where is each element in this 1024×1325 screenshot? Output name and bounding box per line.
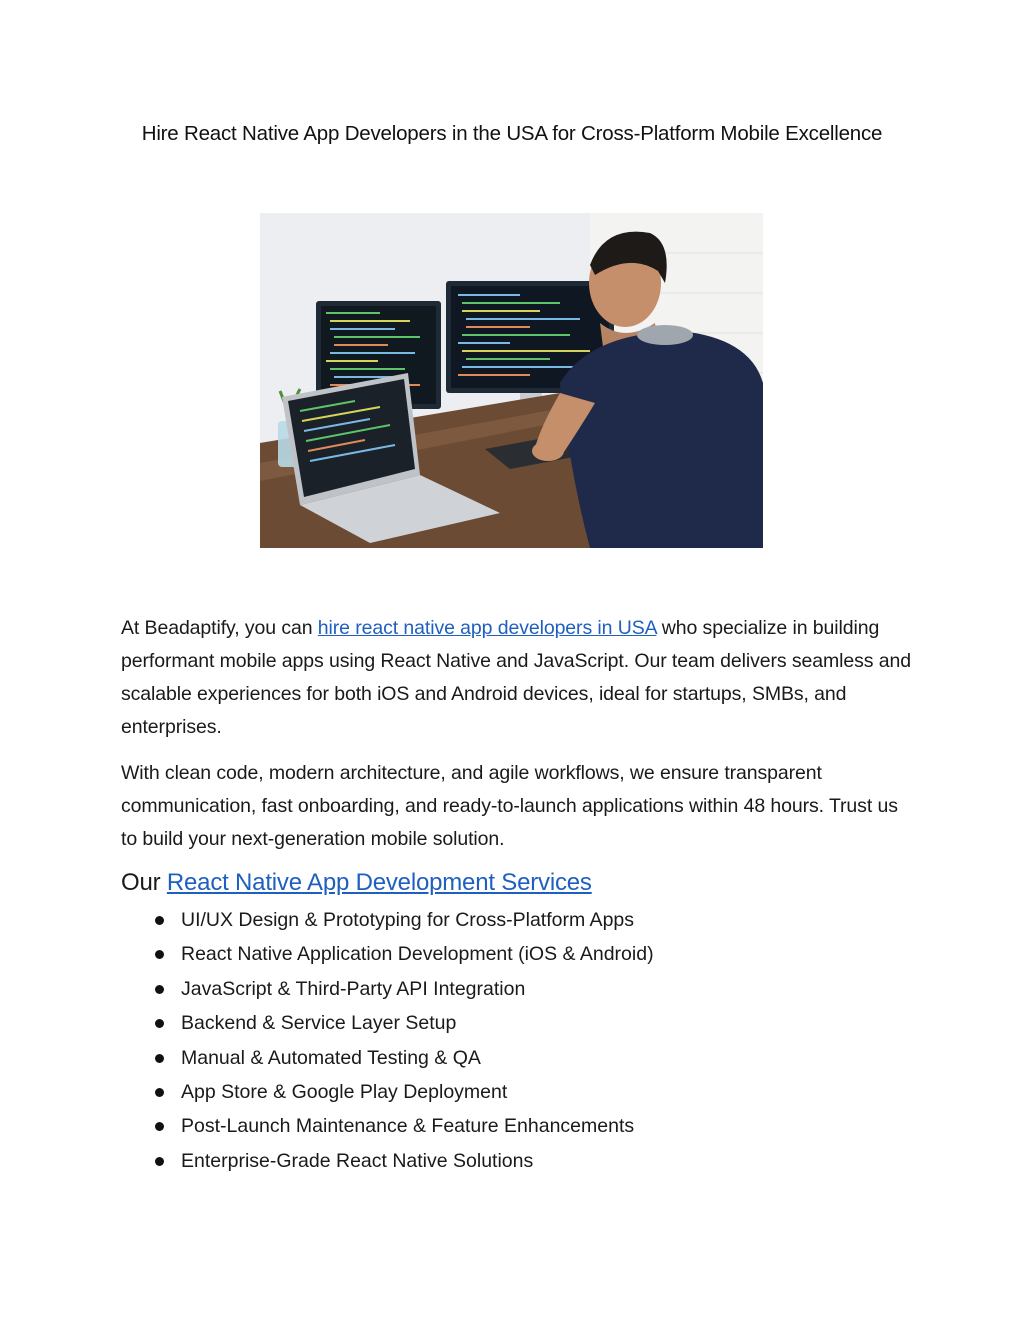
service-label: UI/UX Design & Prototyping for Cross-Platform Apps — [181, 909, 635, 931]
services-heading-prefix: Our — [121, 869, 167, 896]
list-item — [155, 903, 911, 937]
services-heading — [121, 869, 911, 897]
bullet-icon — [155, 1157, 164, 1166]
bullet-icon — [155, 1122, 164, 1131]
second-paragraph: With clean code, modern architecture, and agile workflows, we ensure transparent communication, fast onboarding, and ready-to-launch applications within 48 hours. Trust us to build your next-generation mobile solution. — [121, 762, 898, 850]
service-label: Post-Launch Maintenance & Feature Enhancements — [181, 1115, 635, 1138]
service-label: JavaScript & Third-Party API Integration — [181, 977, 526, 1000]
services-list — [121, 903, 911, 1178]
main-content — [121, 612, 911, 1178]
hire-developers-link[interactable]: hire react native app developers in USA — [317, 617, 657, 639]
bullet-icon — [155, 1019, 164, 1028]
developer-photo — [260, 213, 763, 548]
list-item — [155, 1144, 911, 1178]
service-label: Backend & Service Layer Setup — [181, 1012, 457, 1035]
list-item — [155, 1075, 911, 1109]
bullet-icon — [155, 950, 164, 959]
bullet-icon — [155, 1054, 164, 1063]
document-title: Hire React Native App Developers in the USA for Cross-Platform Mobile Excellence — [141, 122, 883, 145]
list-item — [155, 937, 911, 971]
service-label: App Store & Google Play Deployment — [181, 1081, 508, 1104]
service-label: React Native Application Development (iOS & Android) — [181, 943, 654, 966]
intro-text-after: who specialize in building performant mobile apps using React Native and JavaScript. Our team delivers seamless and scalable experiences for both iOS and Android devices, ideal for startups, SMBs, and enterprises. — [121, 617, 911, 738]
list-item — [155, 1041, 911, 1075]
bullet-icon — [155, 916, 164, 925]
list-item — [155, 1109, 911, 1143]
list-item — [155, 1006, 911, 1040]
service-label: Manual & Automated Testing & QA — [181, 1046, 481, 1069]
services-heading-link[interactable]: React Native App Development Services — [166, 869, 592, 896]
intro-paragraph — [121, 612, 911, 744]
intro-text-before: At Beadaptify, you can — [121, 617, 318, 639]
list-item — [155, 972, 911, 1006]
bullet-icon — [155, 1088, 164, 1097]
bullet-icon — [155, 985, 164, 994]
service-label: Enterprise-Grade React Native Solutions — [181, 1149, 534, 1172]
